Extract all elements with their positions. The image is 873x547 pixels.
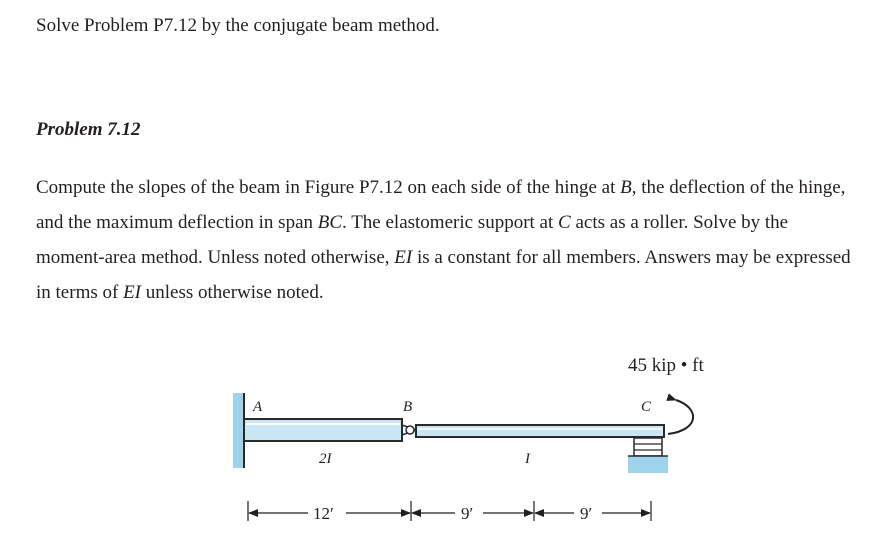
label-b: B	[403, 399, 413, 415]
dim-label-bi: 9′	[461, 504, 474, 523]
elastomeric-pad	[634, 438, 662, 456]
label-stiffness-ab: 2I	[319, 451, 332, 467]
hinge-pin-icon	[406, 426, 414, 434]
statement-text: is a constant for all members. Answers may be expressed in terms of	[36, 247, 851, 303]
beam-bc	[416, 425, 664, 437]
beam-ab	[244, 419, 402, 441]
statement-var-ei: EI	[394, 247, 413, 268]
dim-label-ab: 12′	[313, 504, 334, 523]
statement-var-b: B	[620, 177, 632, 198]
label-c: C	[641, 399, 652, 415]
problem-heading: Problem 7.12	[36, 119, 141, 140]
statement-var-ei: EI	[123, 282, 142, 303]
support-base	[628, 456, 668, 473]
dim-label-ic: 9′	[580, 504, 593, 523]
statement-var-c: C	[558, 212, 571, 233]
intro-text: Solve Problem P7.12 by the conjugate beam method.	[36, 15, 440, 36]
moment-label: 45 kip • ft	[628, 355, 704, 376]
statement-text: Compute the slopes of the beam in Figure P7.12 on each side of the hinge at	[36, 177, 621, 198]
statement-text: acts as a roller. Solve by the moment-area method. Unless noted otherwise,	[36, 212, 789, 268]
statement-var-bc: BC	[317, 212, 343, 233]
moment-arrow-icon	[668, 400, 693, 434]
label-stiffness-bc: I	[525, 451, 530, 467]
statement-text: , the deflection of the hinge, and the maximum deflection in span	[36, 177, 846, 233]
statement-text: unless otherwise noted.	[141, 282, 324, 303]
fixed-support-wall	[233, 393, 244, 468]
label-a: A	[253, 399, 263, 415]
statement-text: . The elastomeric support at	[342, 212, 559, 233]
